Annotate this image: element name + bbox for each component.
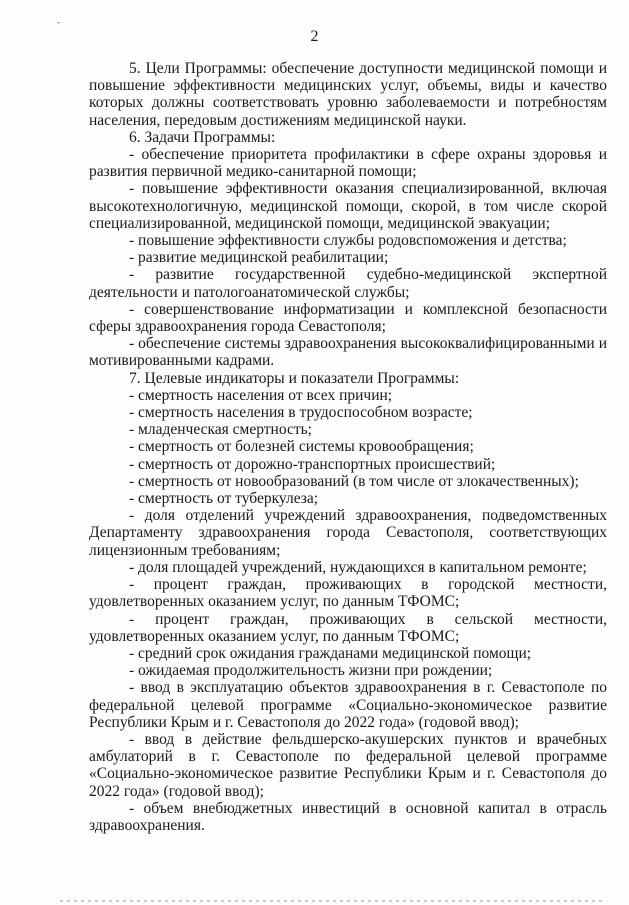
document-body	[89, 60, 607, 834]
paragraph: - смертность от болезней системы кровообращения;	[129, 438, 474, 456]
paragraph: - смертность от новообразований (в том числе от злокачественных);	[129, 472, 579, 490]
paragraph: - доля площадей учреждений, нуждающихся в капитальном ремонте;	[129, 558, 587, 576]
paragraph: 5. Цели Программы: обеспечение доступности медицинской помощи и повышение эффективности медицинских услуг, объемы, виды и качество которых должны соответствовать уровню заболеваемости и потребностям населения, передовым достижениям медицинской науки.	[89, 60, 607, 129]
paragraph: - совершенствование информатизации и комплексной безопасности сферы здравоохранения города Севастополя;	[89, 300, 607, 336]
paragraph: - доля отделений учреждений здравоохранения, подведомственных Департаменту здравоохранения города Севастополя, соответствующих лицензионным требованиям;	[89, 507, 607, 559]
paragraph: - смертность от дорожно-транспортных происшествий;	[129, 455, 496, 473]
paragraph: 7. Целевые индикаторы и показатели Программы:	[129, 369, 460, 387]
paragraph: - смертность населения в трудоспособном возрасте;	[129, 404, 473, 422]
paragraph: - смертность от туберкулеза;	[129, 490, 319, 508]
paragraph: - развитие медицинской реабилитации;	[129, 249, 389, 267]
paragraph: - ввод в эксплуатацию объектов здравоохранения в г. Севастополе по федеральной целевой программе «Социально-экономическое развитие Республики Крым и г. Севастополя до 2022 года» (годовой ввод);	[89, 679, 607, 731]
page-number: 2	[310, 28, 319, 45]
paragraph: - развитие государственной судебно-медицинской экспертной деятельности и патологоанатомической службы;	[89, 266, 607, 301]
paragraph: 6. Задачи Программы:	[129, 128, 276, 146]
paragraph: - ожидаемая продолжительность жизни при рождении;	[129, 662, 493, 680]
paragraph: - повышение эффективности службы родовспоможения и детства;	[129, 232, 567, 250]
scan-edge	[60, 900, 605, 902]
paragraph: - младенческая смертность;	[129, 421, 312, 439]
paragraph: - объем внебюджетных инвестиций в основной капитал в отрасль здравоохранения.	[89, 799, 607, 834]
paragraph: - смертность населения от всех причин;	[129, 386, 393, 404]
paragraph: - процент граждан, проживающих в сельской местности, удовлетворенных оказанием услуг, по данным ТФОМС;	[89, 610, 607, 645]
paragraph: - обеспечение системы здравоохранения высококвалифицированными и мотивированными кадрами.	[89, 335, 607, 370]
paragraph: - повышение эффективности оказания специализированной, включая высокотехнологичную, медицинской помощи, скорой, в том числе скорой специализированной, медицинской помощи, медицинской эвакуации;	[89, 180, 607, 232]
corner-mark: -	[57, 17, 60, 27]
paragraph: - ввод в действие фельдшерско-акушерских пунктов и врачебных амбулаторий в г. Севастополе по федеральной целевой программе «Социально-экономическое развитие Республики Крым и г. Севастополя до 2022 года» (годовой ввод);	[89, 730, 607, 800]
paragraph: - процент граждан, проживающих в городской местности, удовлетворенных оказанием услуг, по данным ТФОМС;	[89, 576, 607, 611]
paragraph: - средний срок ожидания гражданами медицинской помощи;	[129, 644, 532, 662]
paragraph: - обеспечение приоритета профилактики в сфере охраны здоровья и развития первичной медико-санитарной помощи;	[89, 146, 607, 181]
